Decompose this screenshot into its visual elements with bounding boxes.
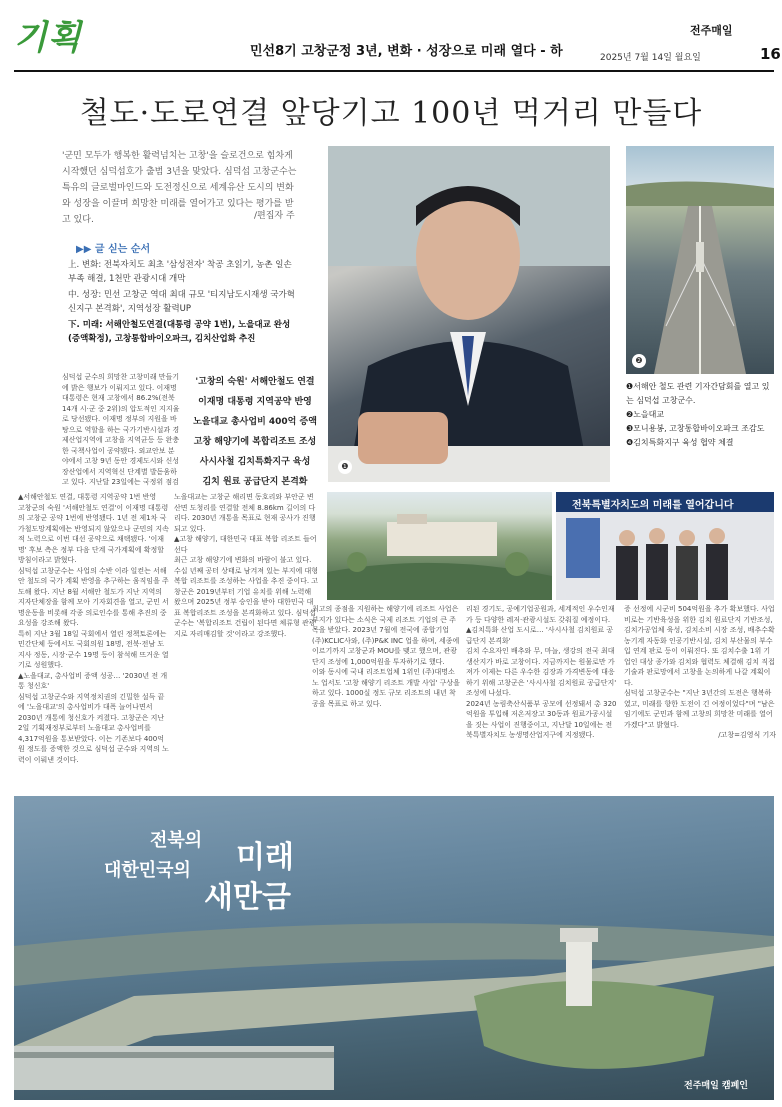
section-mark: 기획: [14, 18, 82, 58]
toc-item-current: 下. 미래: 서해안철도연결(대통령 공약 1번), 노을대교 완성(증액확정), 고창통합바이오파크, 김치산업화 추진: [68, 320, 291, 344]
highlights-box: [182, 372, 328, 492]
highlight-line: '고창의 숙원' 서해안철도 연결: [195, 377, 315, 387]
photo-number-label: ❶: [338, 460, 352, 474]
issue-date: 2025년 7월 14일 월요일: [600, 53, 701, 63]
slogan-word-1: 미래: [236, 840, 294, 875]
resort-illustration: [327, 492, 552, 600]
portrait-photo: [328, 146, 610, 482]
lead-byline: /편집자 주: [254, 211, 295, 221]
caption-item: ❸모니용봉, 고창통합바이오파크 조감도: [626, 424, 765, 433]
body-column-5-text: 증 선정에 시군비 504억원을 추가 확보했다. 사업비로는 기반육성을 위한 김치 원료단지 기반조성, 김치가공업체 육성, 김치소비 시장 조성, 배추수확 농기계 자동화 인공기반시설, 김치 부산물의 부수입 연계 판로 등이 이뤄진다. 또 김치수출 1위 기업인 대상 종가와 김치와 협력도 체결해 김치 직접 기술과 판로망에서 고창을 논의하게 나갈 계획이다. 심덕섭 고창군수는 "지난 3년간의 도전은 행복하였고, 미래를 향한 도전이 긴 여정이었다"며 "남은 임기에도 군민과 함께 고창의 희망찬 미래를 열어가겠다"고 밝혔다.: [624, 605, 775, 729]
slogan-line-2: 대한민국의: [104, 860, 191, 881]
series-title: 민선8기 고창군정 3년, 변화 · 성장으로 미래 열다 - 하: [250, 44, 563, 59]
highlight-line: 사시사철 김치특화지구 육성: [199, 457, 311, 467]
header-rule: [14, 70, 774, 72]
campaign-label: 전주매일 캠페인: [684, 1081, 748, 1091]
body-column-2: 노을대교는 고창군 해리면 동호리와 부안군 변산면 도청리를 연결할 전체 8.86km 길이의 다리다. 2030년 개통을 목표로 현재 공사가 진행되고 있다. ▲고창 해양기, 대한민국 대표 복합 리조트 들어선다 최근 고창 해양기에 변화의 바람이 불고 있다. 수십 년째 공터 상태로 남겨져 있는 부지에 대형 복합 리조트를 조성하는 사업을 추진 중이다. 고창군은 2019년부터 기업 유치를 위해 노력해 왔으며 2025년 정부 승인을 받아 대한민국 대표 복합리조트 조성을 본격화하고 있다. 심덕섭 군수는 '복합리조트 건립이 된다면 체류형 관광지로 자리매김할 것'이라고 강조했다.: [174, 493, 319, 638]
slogan-line-1: 전북의: [150, 830, 203, 851]
highlight-line: 김치 원료 공급단지 본격화: [202, 477, 308, 487]
paper-name: 전주매일: [690, 24, 733, 37]
highlight-line: 이재명 대통령 지역공약 반영: [198, 397, 312, 407]
body-column-3: 최고의 종점을 지원하는 해양기에 리조트 사업은 부지가 있다는 소식은 국제 리조트 기업의 큰 주목을 받았다. 2023년 7월에 전국에 종합기업 (주)KCLIC사와, (주)P&K INC 업을 하며, 세종에 이르기까지 고창군과 MOU를 맺고 했으며, 관광단지 조성에 1,000억원을 투자하기로 했다. 이와 동시에 국내 리조트업체 1위인 (주)대명소노 업서도 '고창 해양기 리조트 개발 사업' 구상을 하고 있다. 1000실 정도 규모 리조트의 내년 착공을 목표로 하고 있다.: [312, 605, 460, 708]
toc-list: [68, 258, 298, 346]
highlight-line: 고창 해양기에 복합리조트 조성: [193, 437, 317, 447]
portrait-illustration: [328, 146, 610, 482]
bridge-photo: [626, 146, 774, 374]
article-byline: /고창=김영식 기자: [718, 731, 776, 739]
toc-title: ▶▶ 글 싣는 순서: [76, 244, 151, 255]
article-lead: '군민 모두가 행복한 활력넘치는 고창'을 슬로건으로 힘차게 시작했던 심덕섭호가 출범 3년을 맞았다. 심덕섭 고창군수는 특유의 글로벌마인드와 도전정신으로 세계유산 도시의 변화와 성장을 이끌며 희망찬 미래를 열어가고 있다는 평가를 받고 있다.: [62, 151, 297, 225]
body-column-5: [624, 604, 776, 788]
slogan-word-2: 새만금: [204, 880, 291, 915]
body-column-1: ▲서해안철도 연결, 대통령 지역공약 1번 반영 고창군의 숙원 '서해안철도 연결'이 이재명 대통령의 고창군 공약 1번에 반영됐다. 1년 전 제1차 국가철도망계획에는 반영되지 않았으나 군민의 지속적 노력으로 이번 대선 공약으로 채택됐다. '이재명' 후보 측은 정부 다음 단계 국가계획에 확정할 방침이라고 밝혔다. 심덕섭 고창군수는 사업의 수반 이라 일컫는 서해안 철도의 국가 계획 반영을 추구하는 움직임을 주도해 왔다. 지난 8월 서해안 철도가 지난 지역의 지자단체장을 함께 모아 기자회견을 열고, 군민 서명운동을 비롯해 각종 의로인수를 통해 추진의 중요성을 강조해 왔다. 특히 지난 3월 18일 국회에서 열린 정책토론에는 민간단체 등에서도 국회의원 18명, 전북·전남 도지사 정동, 시장·군수 19명 등이 참석해 뜨거운 열기로 성원했다. ▲노을대교, 총사업비 증액 성공… '2030년 전 개통 청신호' 심덕섭 고창군수와 지역정치권의 긴밀한 설득 끝에 '노을대교'의 총사업비가 대폭 늘어나면서 2030년 개통에 청신호가 켜졌다. 고창군은 지난 2일 기획재정부로부터 노을대교 총사업비를 4,317억원을 통보받았다. 이는 기존보다 400억원 정도를 증액한 것으로 심덕섭 군수와 지역의 노력이 이뤄낸 것이다.: [18, 493, 169, 764]
toc-item: 上. 변화: 전북자치도 최초 '삼성전자' 착공 초읽기, 농촌 일손부족 해결, 1천만 관광시대 개막: [68, 260, 292, 284]
caption-item: ❶서해안 철도 관련 기자간담회를 열고 있는 심덕섭 고창군수.: [626, 382, 770, 405]
toc-item: 中. 성장: 민선 고창군 역대 최대 규모 '티지남도시재생 국가혁신지구 본격화', 지역성장 활력UP: [68, 290, 295, 314]
ceremony-banner: 전북특별자치도의 미래를 열어갑니다: [572, 500, 734, 511]
body-column-4: 리된 경기도, 공예기업공원과, 세계적인 우수인재가 등 다양한 레저·관광시설도 갖춰질 예정이다. ▲김치특화 산업 도시로… '사시사철 김치원료 공급단지 본격화' 김치 수요자인 배추와 무, 마늘, 생강의 전국 최대 생산지가 바로 고창이다. 지금까지는 원물로만 가져가 이제는 다른 우수한 김장과 가격변동에 대응하기 위해 고창군은 '사시사철 김치원료 공급단지' 조성에 나섰다. 2024년 농림축산식품부 공모에 선정돼서 총 320억원을 투입해 저온저장고 30동과 원료가공시설을 짓는 사업이 진행중이고, 지난달 10일에는 전북특별자치도 농생명산업지구에 지정됐다.: [466, 605, 617, 739]
ceremony-photo: [556, 492, 774, 600]
resort-rendering-photo: [327, 492, 552, 600]
photo-number-label: ❷: [632, 354, 646, 368]
article-headline: 철도·도로연결 앞당기고 100년 먹거리 만들다: [79, 96, 703, 131]
bridge-illustration: [626, 146, 774, 374]
caption-item: ❷노을대교: [626, 410, 665, 419]
ceremony-illustration: [556, 492, 774, 600]
photo-captions: [626, 380, 776, 450]
highlight-line: 노을대교 총사업비 400억 증액: [193, 417, 317, 427]
page-number: 16: [760, 45, 781, 63]
caption-item: ❹김치특화지구 육성 협약 체결: [626, 438, 734, 447]
body-column-1-top: 심덕섭 군수의 희망찬 고창미래 만들기에 밝은 행보가 이뤄지고 있다. 이재명 대통령은 현재 고창에서 86.2%(전북 14개 시·군 중 2위)의 압도적인 지지율로 당선됐다. 이재명 정부의 지원을 바탕으로 역할을 하는 국가기반시설과 경제산업지역에 고창을 지역균등 등 완충한 국책사업이 공약됐다. 외교안보 분야에서 고창 9년 동안 경제도시와 신성장산업에서 지역혁신 단계별 발돋움하고 있다. 지난달 23일에는 국정위 점검: [62, 373, 180, 486]
saemangeum-banner-photo: [14, 796, 774, 1100]
saemangeum-illustration: [14, 796, 774, 1100]
